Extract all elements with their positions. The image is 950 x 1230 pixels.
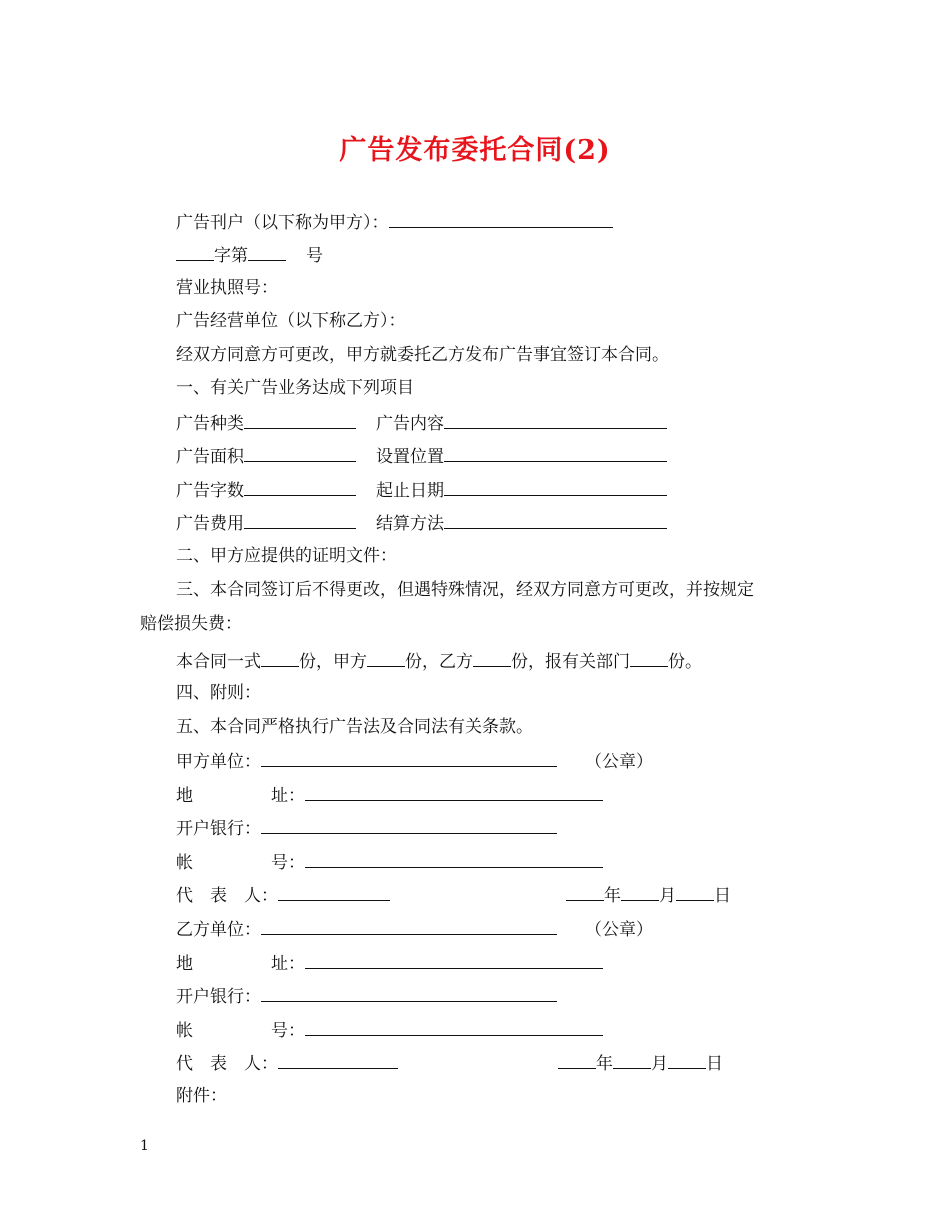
item-left-label: 广告种类 xyxy=(176,414,244,434)
party-b-year-label: 年 xyxy=(596,1054,613,1074)
doc-number-prefix-blank[interactable] xyxy=(176,242,214,261)
party-b-account-line xyxy=(176,1017,603,1043)
copies-total-blank[interactable] xyxy=(261,648,299,667)
party-a-publisher-blank[interactable] xyxy=(389,209,613,228)
party-a-month-label: 月 xyxy=(659,886,676,906)
party-b-rep-blank[interactable] xyxy=(278,1050,398,1069)
party-b-month-blank[interactable] xyxy=(613,1050,651,1069)
copies-dept-blank[interactable] xyxy=(630,648,668,667)
item-left-label: 广告费用 xyxy=(176,514,244,534)
item-right-blank[interactable] xyxy=(444,410,667,429)
item-right-blank[interactable] xyxy=(444,510,667,529)
party-b-unit-label: 乙方单位： xyxy=(176,920,261,940)
party-a-seal-label: （公章） xyxy=(585,752,653,772)
party-b-month-label: 月 xyxy=(651,1054,668,1074)
party-b-bank-blank[interactable] xyxy=(261,983,557,1002)
party-b-seal-label: （公章） xyxy=(585,920,653,940)
party-a-bank-blank[interactable] xyxy=(261,815,557,834)
party-b-rep-line xyxy=(176,1050,398,1076)
party-a-unit-blank[interactable] xyxy=(261,748,557,767)
party-b-day-label: 日 xyxy=(706,1054,723,1074)
party-b-address-line xyxy=(176,950,603,976)
copies-line xyxy=(176,648,702,674)
party-a-year-label: 年 xyxy=(604,886,621,906)
party-a-rep-blank[interactable] xyxy=(278,882,390,901)
attachment-label: 附件： xyxy=(176,1086,227,1106)
party-b-year-blank[interactable] xyxy=(558,1050,596,1069)
party-a-account-line xyxy=(176,849,603,875)
copies-text-1: 本合同一式 xyxy=(176,652,261,672)
item-right-label: 设置位置 xyxy=(376,447,444,467)
party-a-bank-label: 开户银行： xyxy=(176,819,261,839)
doc-number-suffix: 号 xyxy=(306,246,323,266)
item-left-blank[interactable] xyxy=(244,510,356,529)
item-left-label: 广告字数 xyxy=(176,481,244,501)
party-a-account-blank[interactable] xyxy=(305,849,603,868)
party-a-bank-line xyxy=(176,815,557,841)
page-number: 1 xyxy=(140,1138,149,1154)
party-a-unit-label: 甲方单位： xyxy=(176,752,261,772)
document-title: 广告发布委托合同(2) xyxy=(339,135,611,166)
party-b-address-blank[interactable] xyxy=(305,950,603,969)
copies-party-b-blank[interactable] xyxy=(473,648,511,667)
section-2-heading: 二、甲方应提供的证明文件： xyxy=(176,546,397,566)
party-b-day-blank[interactable] xyxy=(668,1050,706,1069)
party-b-account-label-1: 帐 xyxy=(176,1021,193,1041)
item-right-label: 起止日期 xyxy=(376,481,444,501)
party-a-address-label-2: 址： xyxy=(271,786,305,806)
party-a-publisher-label: 广告刊户（以下称为甲方）： xyxy=(176,213,389,233)
item-right-label: 结算方法 xyxy=(376,514,444,534)
section-5-heading: 五、本合同严格执行广告法及合同法有关条款。 xyxy=(176,717,533,737)
section-3-line-2: 赔偿损失费： xyxy=(140,614,242,634)
copies-text-3: 份，乙方 xyxy=(405,652,473,672)
item-row xyxy=(176,477,667,503)
copies-text-5: 份。 xyxy=(668,652,702,672)
item-row xyxy=(176,410,667,436)
item-right-blank[interactable] xyxy=(444,477,667,496)
party-a-year-blank[interactable] xyxy=(566,882,604,901)
item-left-label: 广告面积 xyxy=(176,447,244,467)
party-b-rep-label: 代 表 人： xyxy=(176,1054,278,1074)
party-a-month-blank[interactable] xyxy=(621,882,659,901)
doc-number-char-label: 字第 xyxy=(214,246,248,266)
party-a-day-blank[interactable] xyxy=(676,882,714,901)
party-a-address-line xyxy=(176,782,603,808)
party-a-rep-label: 代 表 人： xyxy=(176,886,278,906)
section-4-heading: 四、附则： xyxy=(176,683,261,703)
party-a-address-label-1: 地 xyxy=(176,786,193,806)
party-b-date xyxy=(558,1050,723,1076)
party-b-address-label-1: 地 xyxy=(176,954,193,974)
party-b-account-label-2: 号： xyxy=(271,1021,305,1041)
doc-number-line xyxy=(176,242,323,268)
party-b-address-label-2: 址： xyxy=(271,954,305,974)
copies-text-2: 份，甲方 xyxy=(299,652,367,672)
section-3-line-1: 三、本合同签订后不得更改，但遇特殊情况，经双方同意方可更改，并按规定 xyxy=(176,580,754,600)
item-left-blank[interactable] xyxy=(244,477,356,496)
item-row xyxy=(176,443,667,469)
party-b-bank-line xyxy=(176,983,557,1009)
item-left-blank[interactable] xyxy=(244,443,356,462)
party-a-day-label: 日 xyxy=(714,886,731,906)
doc-number-blank[interactable] xyxy=(248,242,286,261)
item-row xyxy=(176,510,667,536)
party-a-publisher-line xyxy=(176,209,613,235)
item-right-blank[interactable] xyxy=(444,443,667,462)
intro-paragraph: 经双方同意方可更改，甲方就委托乙方发布广告事宜签订本合同。 xyxy=(176,345,669,365)
item-right-label: 广告内容 xyxy=(376,414,444,434)
copies-party-a-blank[interactable] xyxy=(367,648,405,667)
party-a-address-blank[interactable] xyxy=(305,782,603,801)
party-a-account-label-1: 帐 xyxy=(176,853,193,873)
copies-text-4: 份，报有关部门 xyxy=(511,652,630,672)
party-a-unit-line xyxy=(176,748,653,774)
party-b-bank-label: 开户银行： xyxy=(176,987,261,1007)
license-number-label: 营业执照号： xyxy=(176,278,278,298)
party-a-account-label-2: 号： xyxy=(271,853,305,873)
party-b-account-blank[interactable] xyxy=(305,1017,603,1036)
party-a-rep-line xyxy=(176,882,390,908)
section-1-heading: 一、有关广告业务达成下列项目 xyxy=(176,378,414,398)
item-left-blank[interactable] xyxy=(244,410,356,429)
party-b-unit-line xyxy=(176,916,653,942)
party-b-unit-blank[interactable] xyxy=(261,916,557,935)
party-a-date xyxy=(566,882,731,908)
party-b-operator-label: 广告经营单位（以下称乙方）： xyxy=(176,311,406,331)
